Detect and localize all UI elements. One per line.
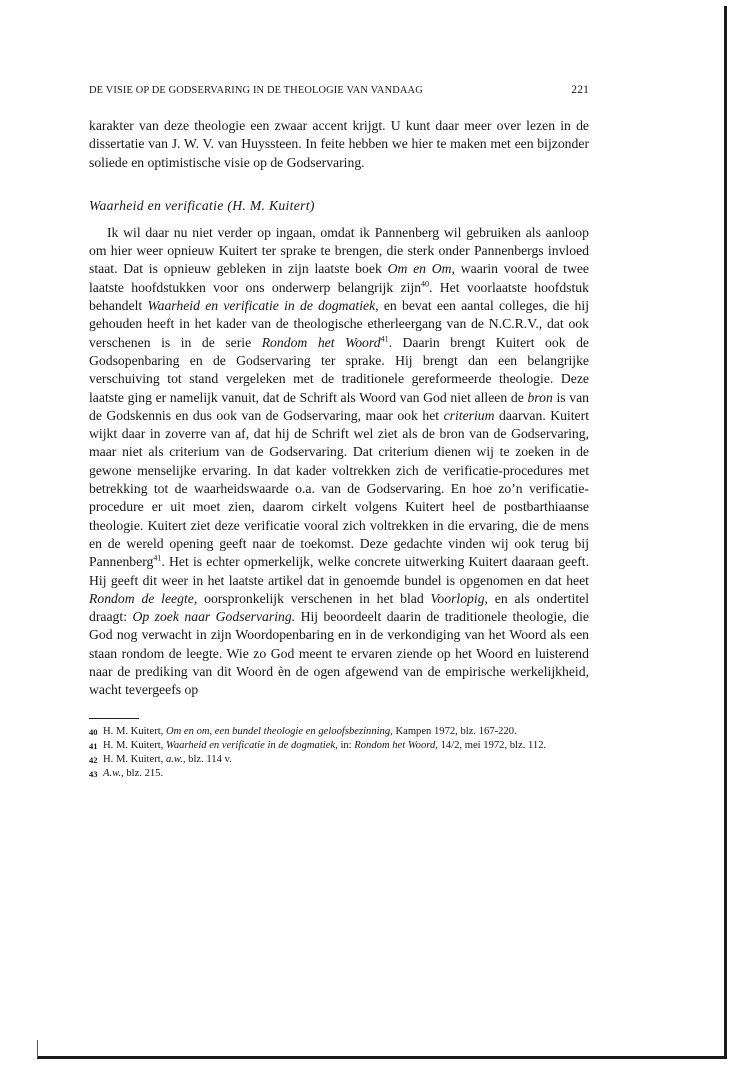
p2-title-rondom-de-leegte: Rondom de leegte, [89, 590, 198, 606]
footnote-40 [89, 725, 589, 739]
p2-s1: Ik wil daar nu niet verder op ingaan, omdat ik Pannenberg wil gebruiken als aanloop om hier weer opnieuw Kuitert ter sprake te brengen, die sterk onder Pannenbergs invloed staat. Dat is opnieuw gebleken in zijn laatste boek [89, 224, 589, 277]
page-edge-bottom [37, 1056, 727, 1059]
p2-s10: en als ondertitel draagt: [89, 590, 590, 625]
page-edge-right [724, 6, 727, 1058]
p2-s11: Hij beoordeelt daarin de traditionele theologie, die God nog verwacht in zijn Woordopenbaring en in de verkondiging van het Woord als een staan rondom de leegte. Wie zo God meent te ervaren ziende op het Woord en luisterend naar de prediking van dit Woord èn de ogen afgewend van de empirische werkelijkheid, wacht tevergeefs op [89, 609, 589, 698]
page-edge-left [37, 1040, 38, 1058]
footnotes [89, 725, 589, 781]
footnote-42 [89, 753, 589, 767]
p2-title-om-en-om: Om en Om, [387, 261, 455, 277]
footnote-ref-41[interactable]: 41 [380, 334, 389, 344]
p2-s2: waarin vooral de twee laatste hoofdstukken voor ons onderwerp belangrijk zijn [89, 261, 590, 295]
paragraph-1-text: karakter van deze theologie een zwaar accent krijgt. U kunt daar meer over lezen in de dissertatie van J. W. V. van Huyssteen. In feite hebben we hier te maken met een bijzonder soliede en optimistische visie op de Godservaring. [89, 118, 589, 170]
p2-emph-criterium: criterium [443, 407, 495, 423]
running-head-title: DE VISIE OP DE GODSERVARING IN DE THEOLOGIE VAN VANDAAG [89, 85, 423, 96]
p2-subtitle-op-zoek: Op zoek naar Godservaring. [132, 609, 296, 625]
footnote-number: 40 [89, 726, 98, 737]
fn40-title: Om en om, een bundel theologie en geloofsbezinning, [165, 725, 393, 737]
p2-title-rondom-het-woord: Rondom het Woord [261, 334, 381, 350]
footnote-divider [89, 718, 139, 719]
footnote-text [103, 725, 589, 739]
footnote-text [103, 739, 589, 753]
p2-s4: en bevat een aantal colleges, die hij gehouden heeft in het kader van de theologische etherleergang van de N.C.R.V., dat ook verschenen is in de serie [89, 298, 589, 350]
fn40-details: Kampen 1972, blz. 167-220. [392, 725, 517, 737]
footnote-number: 41 [89, 740, 98, 751]
footnote-43 [89, 767, 589, 781]
p2-s7: daarvan. Kuitert wijkt daar in zoverre van af, dat hij de Schrift wel ziet als de bron van de Godservaring, maar niet als criterium van de Godservaring. Dat criterium dienen wij te zoeken in de gewone menselijke ervaring. In dat kader voltrekken zich de verificatie-procedures met betrekking tot de waarheidswaarde o.a. van de Godservaring. En hoe zo’n verificatie-procedure er uit moet zien, daarom cirkelt volgens Kuitert heel de postbarthiaanse theologie. Kuitert ziet deze verificatie vooral zich voltrekken in die ervaring, die de mens en de wereld opening geeft naar de toekomst. Deze gedachte vinden wij ook terug bij Pannenberg [89, 407, 589, 570]
footnote-text [103, 753, 589, 767]
footnote-41 [89, 739, 589, 753]
footnote-ref-41b[interactable]: 41 [153, 553, 162, 563]
p2-title-waarheid: Waarheid en verificatie in de dogmatiek, [147, 298, 379, 314]
fn43-aw: A.w., [103, 767, 124, 779]
fn41-details: 14/2, mei 1972, blz. 112. [437, 739, 547, 751]
page-content [89, 84, 589, 781]
page-number: 221 [571, 84, 589, 96]
running-head [89, 84, 589, 96]
fn41-in: in: [337, 739, 355, 751]
fn42-author: H. M. Kuitert, [103, 753, 166, 765]
footnote-number: 42 [89, 754, 98, 765]
footnote-number: 43 [89, 768, 98, 779]
fn41-series: Rondom het Woord, [354, 739, 438, 751]
p2-s6: is van de Godskennis en dus ook van de Godservaring, maar ook het [89, 389, 589, 423]
p2-s3: . Het voorlaatste hoofdstuk behandelt [89, 279, 589, 314]
p2-s9: oorspronkelijk verschenen in het blad [197, 590, 431, 606]
fn42-details: blz. 114 v. [185, 753, 232, 765]
p2-s5: . Daarin brengt Kuitert ook de Godsopenbaring en de Godservaring ter sprake. Hij brengt dan een belangrijke verschuiving tot stand vergeleken met de traditionele gereformeerde theologie. Deze laatste ging er namelijk vanuit, dat de Schrift als Woord van God niet alleen de [89, 334, 589, 405]
fn42-aw: a.w., [165, 753, 186, 765]
fn40-author: H. M. Kuitert, [103, 725, 166, 737]
footnote-text [103, 767, 589, 781]
section-heading: Waarheid en verificatie (H. M. Kuitert) [89, 197, 315, 213]
fn41-title: Waarheid en verificatie in de dogmatiek, [165, 739, 338, 751]
fn41-author: H. M. Kuitert, [103, 739, 166, 751]
fn43-details: blz. 215. [123, 767, 164, 779]
p2-s8: . Het is echter opmerkelijk, welke concrete uitwerking Kuitert daaraan geeft. Hij geeft dit weer in het laatste artikel dat in genoemde bundel is opgenomen en dat heet [89, 554, 589, 588]
paragraph-2 [89, 224, 589, 700]
paragraph-1 [89, 117, 589, 172]
footnote-ref-40[interactable]: 40 [421, 279, 430, 289]
p2-title-voorlopig: Voorlopig, [430, 590, 488, 606]
p2-emph-bron: bron [527, 389, 553, 405]
